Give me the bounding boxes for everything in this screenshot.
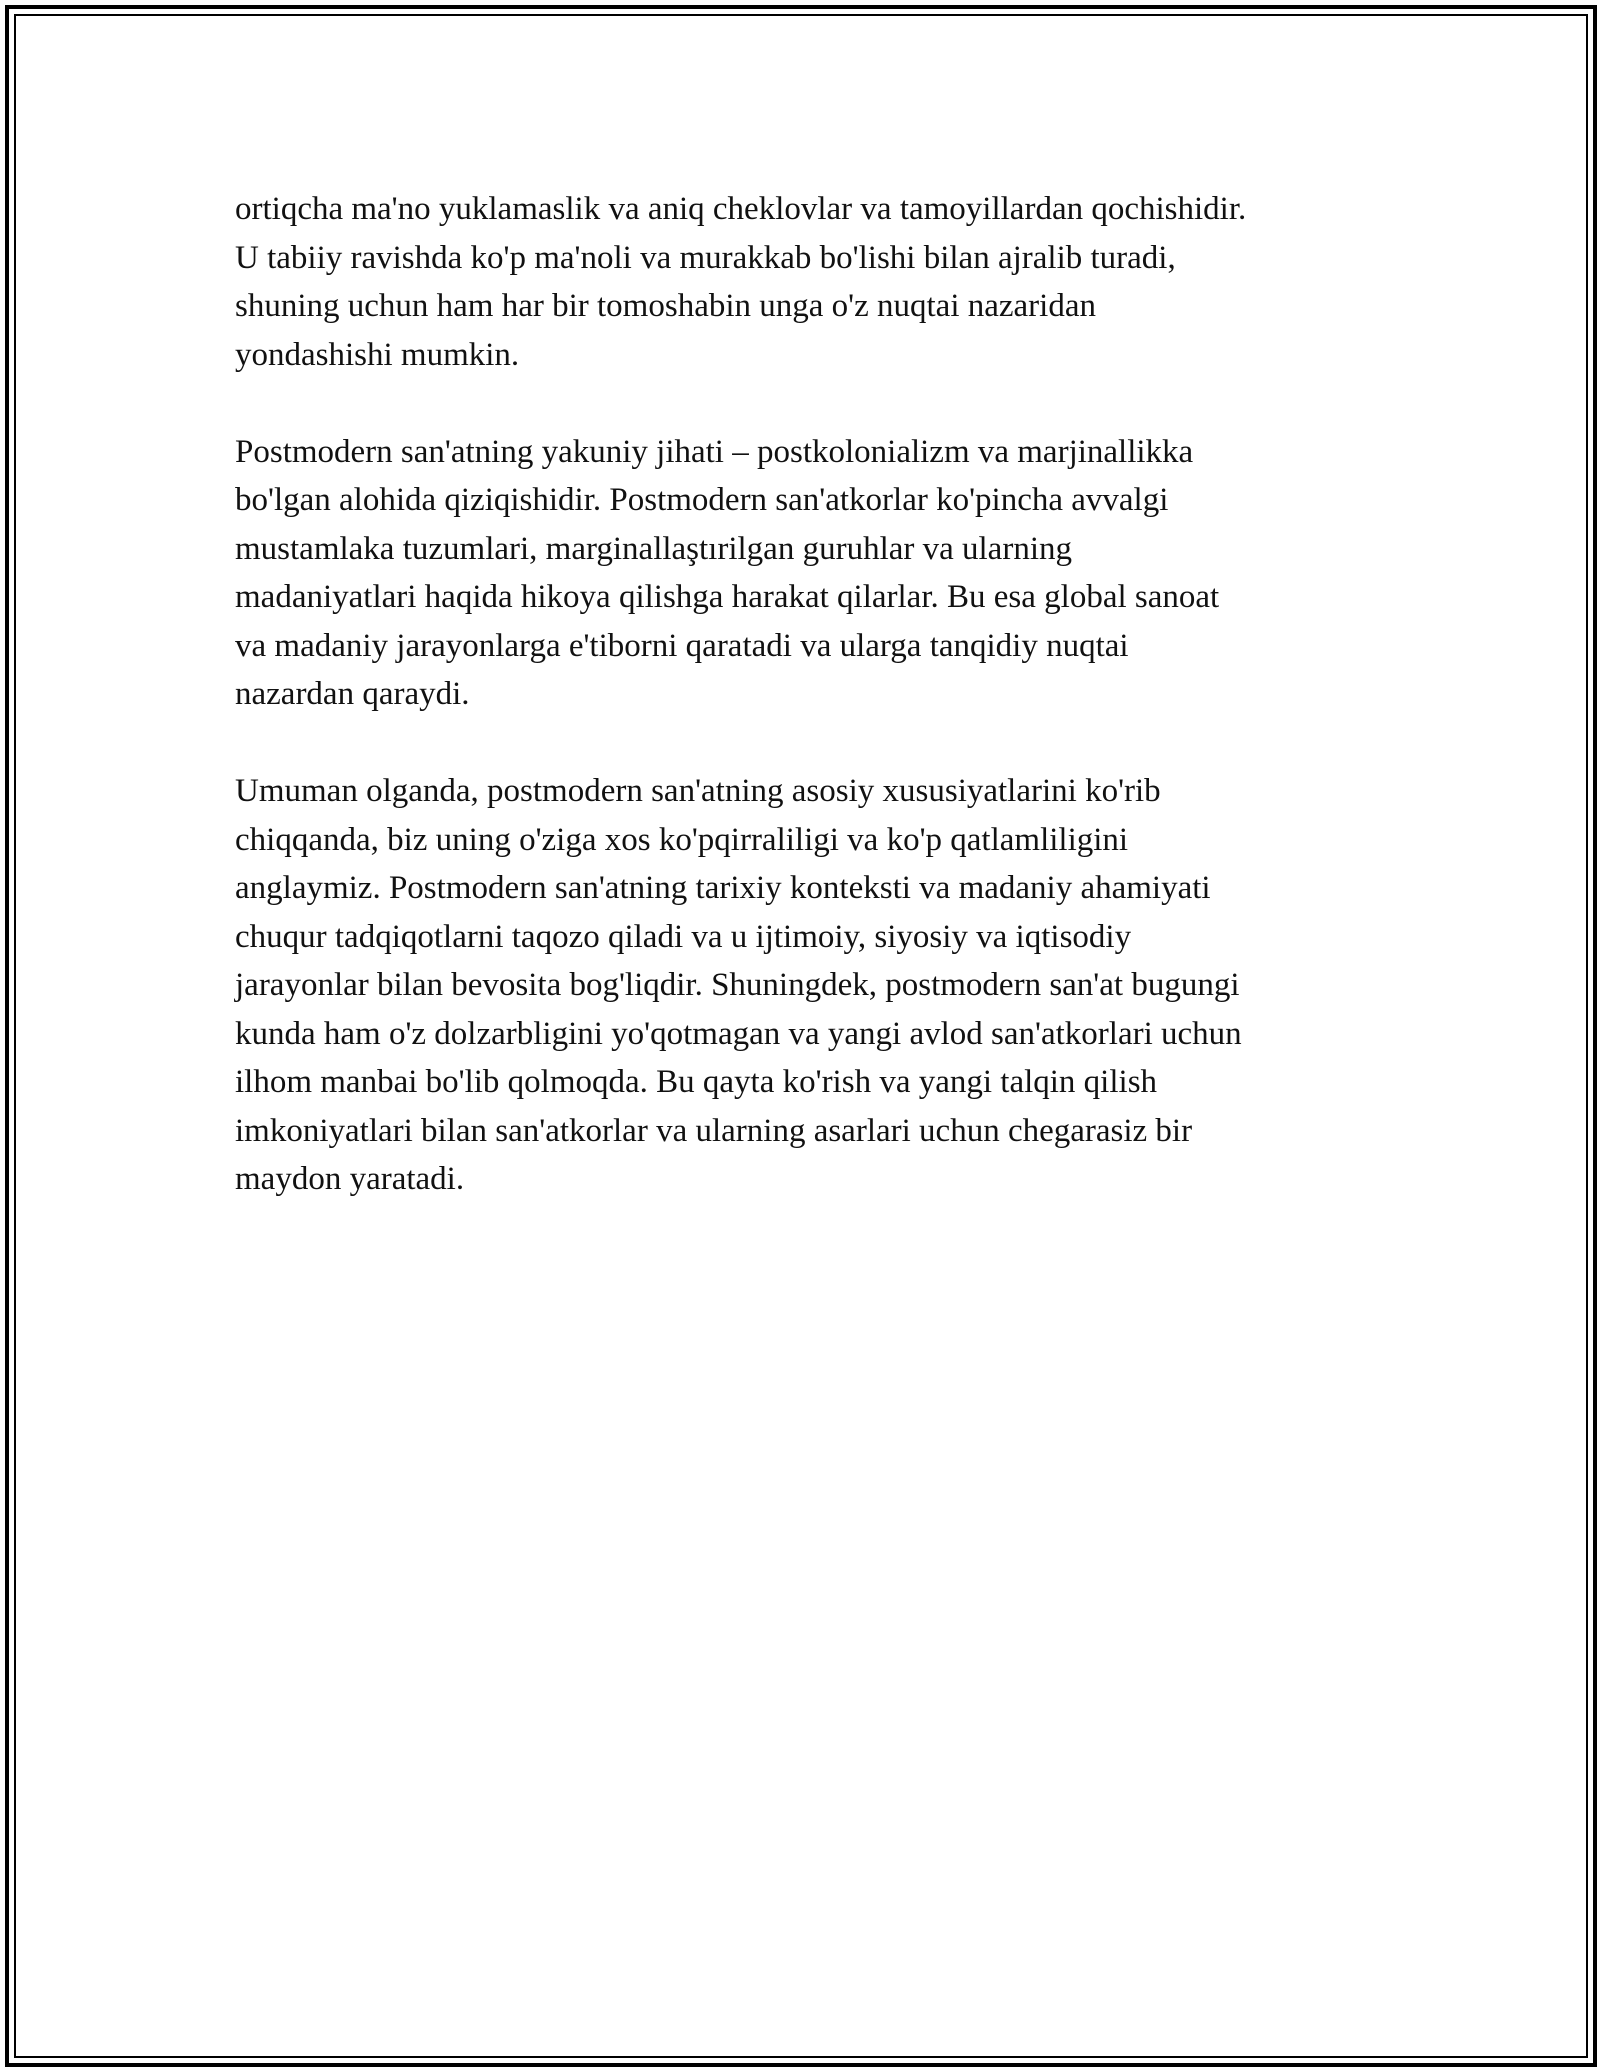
- text-line: chiqqanda, biz uning o'ziga xos ko'pqirraliligi va ko'p qatlamliligini: [235, 821, 1129, 858]
- text-line: imkoniyatlari bilan san'atkorlar va ularning asarlari uchun chegarasiz bir: [235, 1112, 1193, 1149]
- document-body: [235, 185, 1375, 1252]
- paragraph-1: [235, 185, 1375, 379]
- text-line: va madaniy jarayonlarga e'tiborni qaratadi va ularga tanqidiy nuqtai: [235, 627, 1129, 664]
- text-line: madaniyatlari haqida hikoya qilishga harakat qilarlar. Bu esa global sanoat: [235, 579, 1220, 615]
- text-line: ortiqcha ma'no yuklamaslik va aniq cheklovlar va tamoyillardan qochishidir.: [235, 191, 1247, 227]
- text-line: anglaymiz. Postmodern san'atning tarixiy konteksti va madaniy ahamiyati: [235, 870, 1211, 906]
- text-line: chuqur tadqiqotlarni taqozo qiladi va u ijtimoiy, siyosiy va iqtisodiy: [235, 918, 1132, 955]
- paragraph-3: [235, 767, 1375, 1204]
- text-line: ilhom manbai bo'lib qolmoqda. Bu qayta ko'rish va yangi talqin qilish: [235, 1064, 1158, 1100]
- text-line: maydon yaratadi.: [235, 1161, 465, 1197]
- text-line: kunda ham o'z dolzarbligini yo'qotmagan va yangi avlod san'atkorlari uchun: [235, 1015, 1242, 1052]
- text-line: U tabiiy ravishda ko'p ma'noli va murakkab bo'lishi bilan ajralib turadi,: [235, 239, 1176, 276]
- text-line: nazardan qaraydi.: [235, 676, 470, 712]
- paragraph-2: [235, 428, 1375, 719]
- text-line: mustamlaka tuzumlari, marginallaştırilgan guruhlar va ularning: [235, 530, 1072, 567]
- text-line: yondashishi mumkin.: [235, 336, 520, 373]
- text-line: jarayonlar bilan bevosita bog'liqdir. Shuningdek, postmodern san'at bugungi: [235, 967, 1240, 1003]
- text-line: shuning uchun ham har bir tomoshabin unga o'z nuqtai nazaridan: [235, 288, 1096, 324]
- text-line: Umuman olganda, postmodern san'atning asosiy xususiyatlarini ko'rib: [235, 773, 1161, 809]
- text-line: bo'lgan alohida qiziqishidir. Postmodern san'atkorlar ko'pincha avvalgi: [235, 482, 1169, 518]
- text-line: Postmodern san'atning yakuniy jihati – postkolonializm va marjinallikka: [235, 433, 1194, 470]
